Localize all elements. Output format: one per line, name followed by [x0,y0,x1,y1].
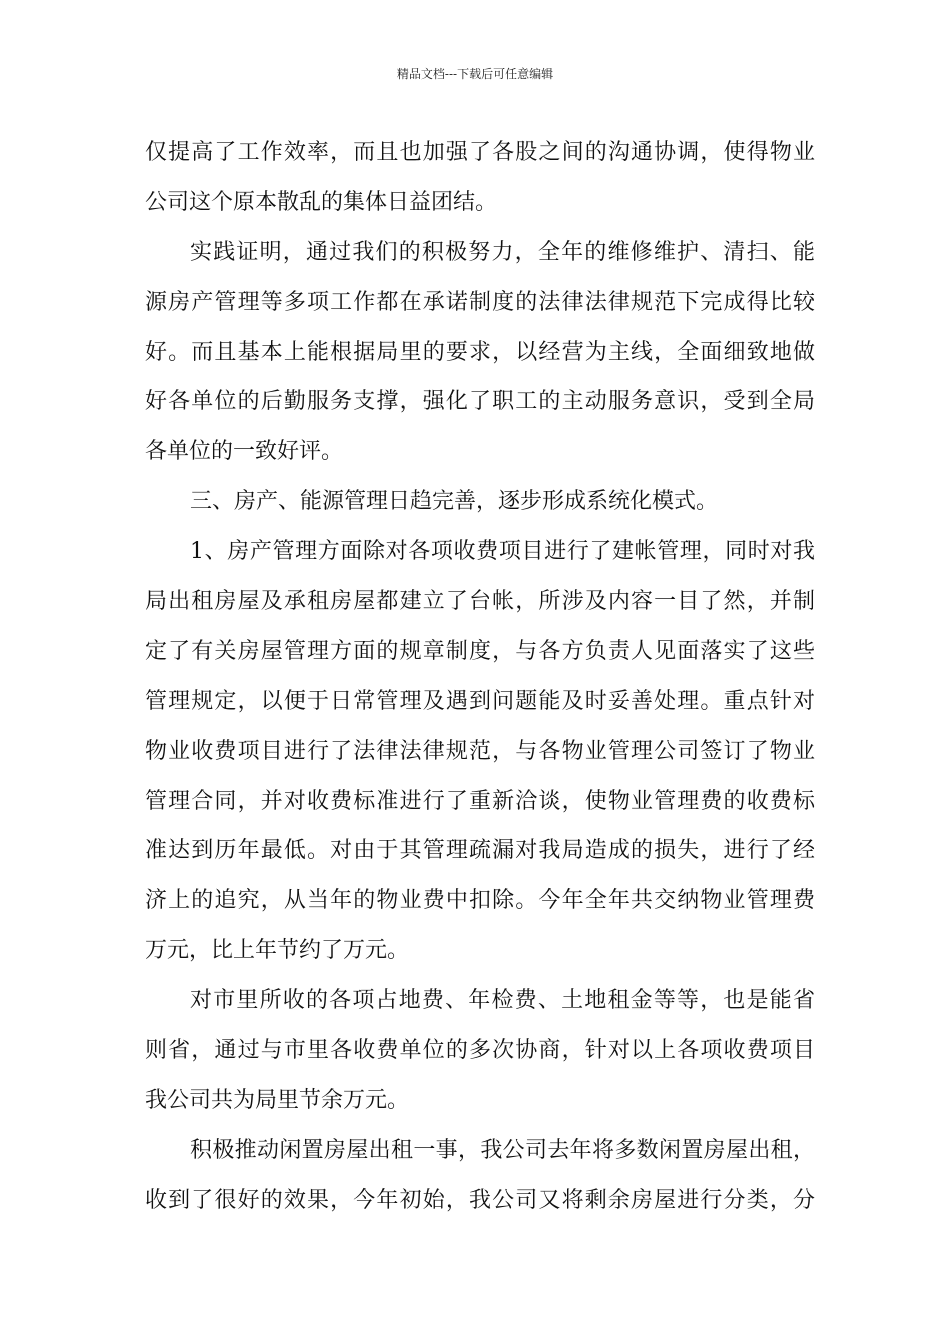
text-line: 局出租房屋及承租房屋都建立了台帐，所涉及内容一目了然，并制 [145,589,815,615]
text-line: 各单位的一致好评。 [145,439,344,465]
text-line: 积极推动闲置房屋出租一事，我公司去年将多数闲置房屋出租， [190,1137,815,1163]
text-line: 准达到历年最低。对由于其管理疏漏对我局造成的损失，进行了经 [145,838,815,864]
text-line: 好各单位的后勤服务支撑，强化了职工的主动服务意识，受到全局 [145,389,815,415]
text-line: 公司这个原本散乱的集体日益团结。 [145,189,498,215]
text-line: 万元，比上年节约了万元。 [145,938,410,964]
text-line: 收到了很好的效果，今年初始，我公司又将剩余房屋进行分类，分 [145,1187,815,1213]
document-body [145,128,815,1226]
text-line: 物业收费项目进行了法律法律规范，与各物业管理公司签订了物业 [145,738,815,764]
text-line: 仅提高了工作效率，而且也加强了各股之间的沟通协调，使得物业 [145,140,815,165]
text-line: 实践证明，通过我们的积极努力，全年的维修维护、清扫、能 [190,239,815,265]
text-line: 对市里所收的各项占地费、年检费、土地租金等等，也是能省 [190,988,815,1014]
section-heading: 三、房产、能源管理日趋完善，逐步形成系统化模式。 [190,489,719,515]
text-line: 则省，通过与市里各收费单位的多次协商，针对以上各项收费项目 [145,1038,815,1064]
text-line: 济上的追究，从当年的物业费中扣除。今年全年共交纳物业管理费 [145,888,815,914]
text-line: 1、房产管理方面除对各项收费项目进行了建帐管理，同时对我 [190,539,815,565]
text-line: 管理合同，并对收费标准进行了重新洽谈，使物业管理费的收费标 [145,788,815,814]
text-line: 定了有关房屋管理方面的规章制度，与各方负责人见面落实了这些 [145,638,815,664]
text-line: 管理规定，以便于日常管理及遇到问题能及时妥善处理。重点针对 [145,688,815,714]
text-line: 我公司共为局里节余万元。 [145,1087,410,1113]
text-line: 好。而且基本上能根据局里的要求，以经营为主线，全面细致地做 [145,339,815,365]
page-header: 精品文档---下载后可任意编辑 [396,67,554,81]
text-line: 源房产管理等多项工作都在承诺制度的法律法律规范下完成得比较 [145,289,815,315]
